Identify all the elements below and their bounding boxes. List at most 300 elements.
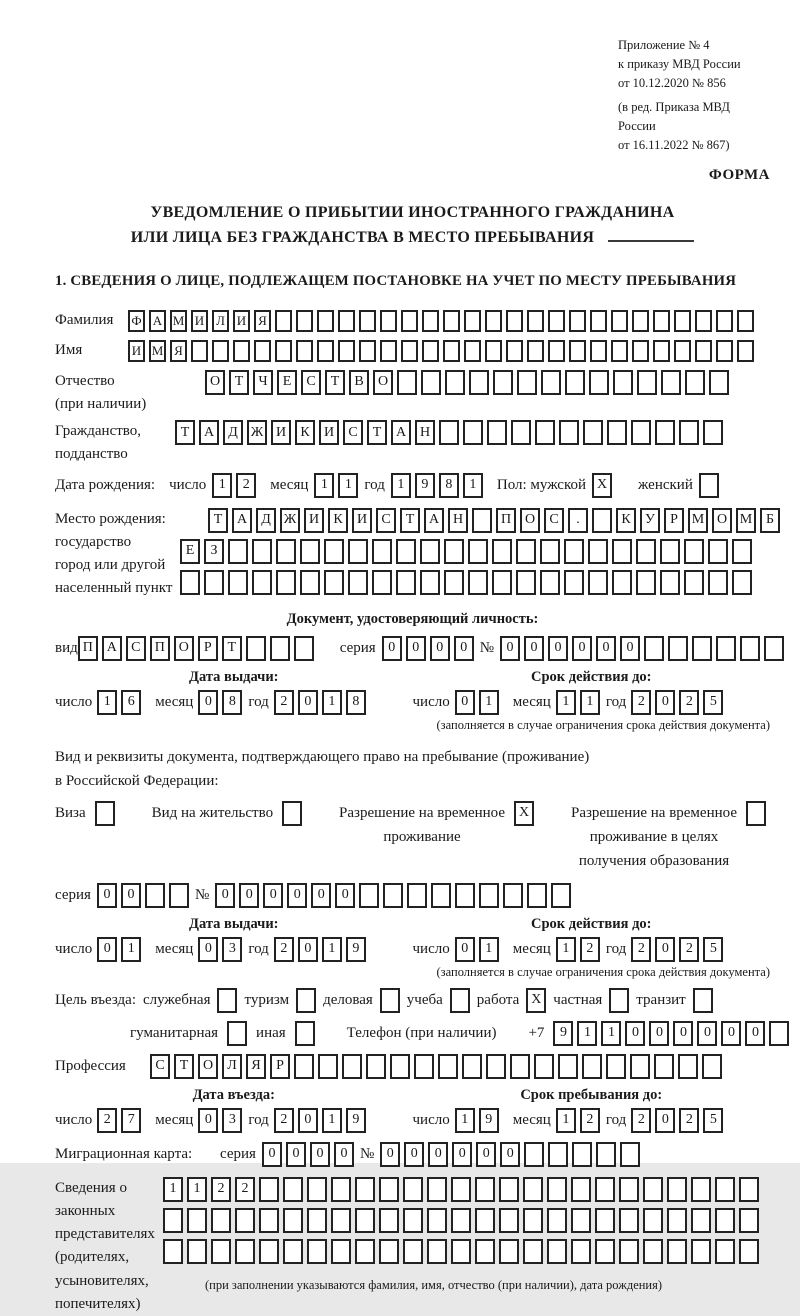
char-cell[interactable] — [163, 1208, 183, 1233]
char-cell[interactable] — [444, 539, 464, 564]
char-cell[interactable] — [296, 988, 316, 1013]
char-cell[interactable] — [444, 570, 464, 595]
char-cell[interactable] — [493, 370, 513, 395]
char-cell[interactable] — [506, 340, 523, 362]
char-cell[interactable]: И — [191, 310, 208, 332]
stay-issue-day-boxes[interactable] — [97, 937, 141, 962]
char-cell[interactable] — [180, 570, 200, 595]
char-cell[interactable] — [620, 1142, 640, 1167]
char-cell[interactable]: 2 — [235, 1177, 255, 1202]
char-cell[interactable]: X — [592, 473, 612, 498]
char-cell[interactable]: Т — [400, 508, 420, 533]
char-cell[interactable]: 8 — [222, 690, 242, 715]
char-cell[interactable] — [372, 570, 392, 595]
char-cell[interactable] — [212, 340, 229, 362]
purpose-tourism-checkbox[interactable] — [296, 988, 316, 1013]
char-cell[interactable] — [547, 1177, 567, 1202]
char-cell[interactable] — [691, 1239, 711, 1264]
char-cell[interactable]: А — [424, 508, 444, 533]
char-cell[interactable] — [252, 570, 272, 595]
char-cell[interactable] — [715, 1208, 735, 1233]
char-cell[interactable] — [660, 570, 680, 595]
char-cell[interactable] — [510, 1054, 530, 1079]
char-cell[interactable]: 1 — [556, 1108, 576, 1133]
char-cell[interactable] — [397, 370, 417, 395]
char-cell[interactable]: Т — [175, 420, 195, 445]
char-cell[interactable] — [275, 340, 292, 362]
birthplace-line1-boxes[interactable] — [208, 508, 780, 533]
char-cell[interactable]: 2 — [631, 1108, 651, 1133]
char-cell[interactable] — [414, 1054, 434, 1079]
char-cell[interactable]: 9 — [346, 1108, 366, 1133]
char-cell[interactable] — [739, 1208, 759, 1233]
char-cell[interactable] — [259, 1239, 279, 1264]
char-cell[interactable] — [464, 340, 481, 362]
char-cell[interactable]: О — [174, 636, 194, 661]
char-cell[interactable] — [547, 1208, 567, 1233]
char-cell[interactable]: 1 — [391, 473, 411, 498]
representatives-line2-boxes[interactable] — [163, 1208, 759, 1233]
char-cell[interactable]: 2 — [679, 690, 699, 715]
purpose-work-checkbox[interactable] — [526, 988, 546, 1013]
char-cell[interactable]: С — [150, 1054, 170, 1079]
char-cell[interactable]: С — [301, 370, 321, 395]
char-cell[interactable] — [699, 473, 719, 498]
char-cell[interactable]: М — [170, 310, 187, 332]
char-cell[interactable]: М — [149, 340, 166, 362]
char-cell[interactable] — [451, 1239, 471, 1264]
char-cell[interactable]: 2 — [274, 937, 294, 962]
char-cell[interactable] — [324, 570, 344, 595]
char-cell[interactable] — [732, 570, 752, 595]
char-cell[interactable]: 0 — [97, 883, 117, 908]
char-cell[interactable]: В — [349, 370, 369, 395]
purpose-transit-checkbox[interactable] — [693, 988, 713, 1013]
char-cell[interactable] — [422, 310, 439, 332]
char-cell[interactable] — [324, 539, 344, 564]
char-cell[interactable]: 8 — [346, 690, 366, 715]
char-cell[interactable] — [217, 988, 237, 1013]
char-cell[interactable] — [475, 1208, 495, 1233]
char-cell[interactable] — [516, 570, 536, 595]
char-cell[interactable] — [401, 340, 418, 362]
char-cell[interactable]: Р — [270, 1054, 290, 1079]
char-cell[interactable] — [684, 570, 704, 595]
char-cell[interactable]: Т — [325, 370, 345, 395]
char-cell[interactable]: 0 — [286, 1142, 306, 1167]
char-cell[interactable] — [739, 1177, 759, 1202]
char-cell[interactable]: Р — [664, 508, 684, 533]
char-cell[interactable] — [163, 1239, 183, 1264]
char-cell[interactable]: 5 — [703, 1108, 723, 1133]
char-cell[interactable] — [275, 310, 292, 332]
char-cell[interactable] — [619, 1208, 639, 1233]
char-cell[interactable] — [548, 310, 565, 332]
char-cell[interactable] — [548, 1142, 568, 1167]
doc-issue-month-boxes[interactable] — [198, 690, 242, 715]
char-cell[interactable] — [379, 1239, 399, 1264]
char-cell[interactable]: 2 — [631, 690, 651, 715]
char-cell[interactable] — [486, 1054, 506, 1079]
char-cell[interactable]: 1 — [97, 690, 117, 715]
char-cell[interactable] — [338, 310, 355, 332]
char-cell[interactable] — [667, 1239, 687, 1264]
char-cell[interactable] — [276, 570, 296, 595]
doc-valid-year-boxes[interactable] — [631, 690, 723, 715]
char-cell[interactable]: 2 — [274, 1108, 294, 1133]
char-cell[interactable]: И — [352, 508, 372, 533]
purpose-private-checkbox[interactable] — [609, 988, 629, 1013]
char-cell[interactable]: 0 — [311, 883, 331, 908]
char-cell[interactable]: 1 — [187, 1177, 207, 1202]
residence-permit-checkbox[interactable] — [282, 801, 302, 826]
char-cell[interactable] — [540, 539, 560, 564]
char-cell[interactable] — [204, 570, 224, 595]
char-cell[interactable] — [547, 1239, 567, 1264]
char-cell[interactable]: 0 — [655, 1108, 675, 1133]
char-cell[interactable] — [451, 1208, 471, 1233]
char-cell[interactable]: Т — [229, 370, 249, 395]
char-cell[interactable] — [534, 1054, 554, 1079]
char-cell[interactable] — [527, 883, 547, 908]
purpose-business-checkbox[interactable] — [380, 988, 400, 1013]
char-cell[interactable] — [523, 1177, 543, 1202]
char-cell[interactable] — [450, 988, 470, 1013]
char-cell[interactable] — [740, 636, 760, 661]
char-cell[interactable]: X — [526, 988, 546, 1013]
birth-day-boxes[interactable] — [212, 473, 256, 498]
char-cell[interactable]: 0 — [298, 937, 318, 962]
char-cell[interactable]: 2 — [274, 690, 294, 715]
char-cell[interactable]: 0 — [406, 636, 426, 661]
purpose-official-checkbox[interactable] — [217, 988, 237, 1013]
purpose-study-checkbox[interactable] — [450, 988, 470, 1013]
char-cell[interactable]: . — [568, 508, 588, 533]
char-cell[interactable]: 2 — [580, 937, 600, 962]
char-cell[interactable] — [613, 370, 633, 395]
char-cell[interactable] — [619, 1177, 639, 1202]
char-cell[interactable] — [331, 1208, 351, 1233]
char-cell[interactable]: 0 — [262, 1142, 282, 1167]
phone-boxes[interactable] — [553, 1021, 789, 1046]
char-cell[interactable]: И — [304, 508, 324, 533]
char-cell[interactable]: Ф — [128, 310, 145, 332]
sex-male-checkbox[interactable] — [592, 473, 612, 498]
char-cell[interactable] — [380, 340, 397, 362]
char-cell[interactable] — [535, 420, 555, 445]
edu-residence-checkbox[interactable] — [746, 801, 766, 826]
char-cell[interactable] — [396, 570, 416, 595]
char-cell[interactable] — [668, 636, 688, 661]
char-cell[interactable] — [653, 340, 670, 362]
char-cell[interactable] — [708, 539, 728, 564]
char-cell[interactable]: 3 — [222, 937, 242, 962]
visa-checkbox[interactable] — [95, 801, 115, 826]
char-cell[interactable] — [379, 1177, 399, 1202]
char-cell[interactable] — [523, 1208, 543, 1233]
char-cell[interactable] — [359, 310, 376, 332]
char-cell[interactable] — [592, 508, 612, 533]
char-cell[interactable] — [228, 570, 248, 595]
char-cell[interactable]: О — [520, 508, 540, 533]
char-cell[interactable]: 0 — [673, 1021, 693, 1046]
char-cell[interactable]: 0 — [455, 690, 475, 715]
char-cell[interactable] — [485, 340, 502, 362]
char-cell[interactable]: 2 — [211, 1177, 231, 1202]
char-cell[interactable] — [595, 1239, 615, 1264]
char-cell[interactable]: 0 — [572, 636, 592, 661]
char-cell[interactable] — [403, 1208, 423, 1233]
char-cell[interactable]: М — [688, 508, 708, 533]
char-cell[interactable] — [421, 370, 441, 395]
char-cell[interactable] — [282, 801, 302, 826]
char-cell[interactable] — [355, 1208, 375, 1233]
char-cell[interactable]: А — [102, 636, 122, 661]
char-cell[interactable]: К — [328, 508, 348, 533]
char-cell[interactable] — [606, 1054, 626, 1079]
stay-series-boxes[interactable] — [97, 883, 189, 908]
char-cell[interactable]: 0 — [335, 883, 355, 908]
char-cell[interactable] — [644, 636, 664, 661]
char-cell[interactable] — [691, 1177, 711, 1202]
char-cell[interactable] — [571, 1208, 591, 1233]
char-cell[interactable]: 5 — [703, 690, 723, 715]
char-cell[interactable] — [636, 570, 656, 595]
char-cell[interactable] — [708, 570, 728, 595]
char-cell[interactable] — [445, 370, 465, 395]
char-cell[interactable]: Т — [174, 1054, 194, 1079]
char-cell[interactable] — [227, 1021, 247, 1046]
char-cell[interactable] — [468, 539, 488, 564]
char-cell[interactable]: 1 — [479, 690, 499, 715]
char-cell[interactable] — [769, 1021, 789, 1046]
char-cell[interactable] — [422, 340, 439, 362]
char-cell[interactable] — [564, 539, 584, 564]
migration-series-boxes[interactable] — [262, 1142, 354, 1167]
char-cell[interactable] — [439, 420, 459, 445]
char-cell[interactable]: 0 — [430, 636, 450, 661]
doc-number-boxes[interactable] — [500, 636, 784, 661]
char-cell[interactable]: 0 — [500, 1142, 520, 1167]
char-cell[interactable] — [716, 310, 733, 332]
birth-month-boxes[interactable] — [314, 473, 358, 498]
char-cell[interactable] — [283, 1208, 303, 1233]
stay-issue-month-boxes[interactable] — [198, 937, 242, 962]
char-cell[interactable]: 0 — [620, 636, 640, 661]
char-cell[interactable] — [643, 1208, 663, 1233]
char-cell[interactable] — [569, 340, 586, 362]
char-cell[interactable] — [715, 1239, 735, 1264]
char-cell[interactable] — [667, 1177, 687, 1202]
char-cell[interactable] — [590, 310, 607, 332]
char-cell[interactable]: П — [78, 636, 98, 661]
char-cell[interactable]: 0 — [655, 937, 675, 962]
char-cell[interactable]: 0 — [745, 1021, 765, 1046]
char-cell[interactable]: С — [343, 420, 363, 445]
char-cell[interactable]: 1 — [601, 1021, 621, 1046]
char-cell[interactable]: 0 — [455, 937, 475, 962]
doc-valid-day-boxes[interactable] — [455, 690, 499, 715]
char-cell[interactable]: И — [128, 340, 145, 362]
char-cell[interactable] — [420, 539, 440, 564]
char-cell[interactable] — [145, 883, 165, 908]
char-cell[interactable]: 1 — [577, 1021, 597, 1046]
char-cell[interactable] — [191, 340, 208, 362]
char-cell[interactable]: 0 — [649, 1021, 669, 1046]
entry-year-boxes[interactable] — [274, 1108, 366, 1133]
char-cell[interactable]: 9 — [479, 1108, 499, 1133]
char-cell[interactable] — [366, 1054, 386, 1079]
char-cell[interactable] — [235, 1239, 255, 1264]
char-cell[interactable] — [331, 1177, 351, 1202]
char-cell[interactable] — [318, 1054, 338, 1079]
char-cell[interactable]: 1 — [556, 937, 576, 962]
char-cell[interactable] — [296, 340, 313, 362]
char-cell[interactable] — [684, 539, 704, 564]
char-cell[interactable]: Я — [246, 1054, 266, 1079]
char-cell[interactable]: Т — [208, 508, 228, 533]
char-cell[interactable]: 9 — [415, 473, 435, 498]
char-cell[interactable] — [558, 1054, 578, 1079]
char-cell[interactable] — [427, 1208, 447, 1233]
char-cell[interactable] — [559, 420, 579, 445]
char-cell[interactable] — [420, 570, 440, 595]
char-cell[interactable]: М — [736, 508, 756, 533]
char-cell[interactable] — [317, 310, 334, 332]
char-cell[interactable] — [487, 420, 507, 445]
char-cell[interactable] — [307, 1208, 327, 1233]
char-cell[interactable] — [355, 1177, 375, 1202]
char-cell[interactable]: 2 — [679, 937, 699, 962]
char-cell[interactable]: 9 — [553, 1021, 573, 1046]
firstname-boxes[interactable] — [128, 340, 754, 362]
char-cell[interactable] — [503, 883, 523, 908]
char-cell[interactable] — [709, 370, 729, 395]
char-cell[interactable] — [527, 310, 544, 332]
char-cell[interactable]: 0 — [382, 636, 402, 661]
char-cell[interactable] — [516, 539, 536, 564]
char-cell[interactable] — [739, 1239, 759, 1264]
char-cell[interactable] — [169, 883, 189, 908]
stay-valid-day-boxes[interactable] — [455, 937, 499, 962]
char-cell[interactable] — [685, 370, 705, 395]
char-cell[interactable] — [455, 883, 475, 908]
char-cell[interactable]: 0 — [697, 1021, 717, 1046]
char-cell[interactable]: А — [199, 420, 219, 445]
char-cell[interactable] — [464, 310, 481, 332]
char-cell[interactable]: Е — [277, 370, 297, 395]
char-cell[interactable]: 0 — [596, 636, 616, 661]
char-cell[interactable] — [667, 1208, 687, 1233]
char-cell[interactable] — [469, 370, 489, 395]
char-cell[interactable] — [463, 420, 483, 445]
char-cell[interactable] — [737, 310, 754, 332]
char-cell[interactable] — [379, 1208, 399, 1233]
stay-valid-month-boxes[interactable] — [556, 937, 600, 962]
surname-boxes[interactable] — [128, 310, 754, 332]
char-cell[interactable] — [572, 1142, 592, 1167]
char-cell[interactable] — [548, 340, 565, 362]
patronymic-boxes[interactable] — [205, 370, 729, 395]
char-cell[interactable]: 1 — [163, 1177, 183, 1202]
char-cell[interactable] — [355, 1239, 375, 1264]
char-cell[interactable]: И — [319, 420, 339, 445]
char-cell[interactable]: 0 — [655, 690, 675, 715]
char-cell[interactable]: П — [496, 508, 516, 533]
char-cell[interactable] — [300, 570, 320, 595]
char-cell[interactable] — [443, 340, 460, 362]
char-cell[interactable]: 6 — [121, 690, 141, 715]
entry-day-boxes[interactable] — [97, 1108, 141, 1133]
char-cell[interactable] — [732, 539, 752, 564]
char-cell[interactable] — [764, 636, 784, 661]
char-cell[interactable]: 0 — [524, 636, 544, 661]
char-cell[interactable]: 0 — [476, 1142, 496, 1167]
char-cell[interactable] — [472, 508, 492, 533]
char-cell[interactable] — [233, 340, 250, 362]
char-cell[interactable]: 1 — [322, 937, 342, 962]
char-cell[interactable] — [527, 340, 544, 362]
char-cell[interactable]: И — [271, 420, 291, 445]
char-cell[interactable] — [211, 1239, 231, 1264]
char-cell[interactable]: И — [233, 310, 250, 332]
char-cell[interactable] — [296, 310, 313, 332]
char-cell[interactable]: П — [150, 636, 170, 661]
char-cell[interactable]: Т — [367, 420, 387, 445]
char-cell[interactable] — [695, 340, 712, 362]
char-cell[interactable]: 7 — [121, 1108, 141, 1133]
char-cell[interactable]: 0 — [625, 1021, 645, 1046]
char-cell[interactable]: 1 — [463, 473, 483, 498]
char-cell[interactable]: 2 — [631, 937, 651, 962]
representatives-line1-boxes[interactable] — [163, 1177, 759, 1202]
char-cell[interactable]: 0 — [500, 636, 520, 661]
char-cell[interactable] — [679, 420, 699, 445]
doc-issue-year-boxes[interactable] — [274, 690, 366, 715]
char-cell[interactable]: 0 — [334, 1142, 354, 1167]
char-cell[interactable] — [468, 570, 488, 595]
char-cell[interactable] — [338, 340, 355, 362]
char-cell[interactable]: О — [373, 370, 393, 395]
char-cell[interactable]: 0 — [454, 636, 474, 661]
char-cell[interactable] — [438, 1054, 458, 1079]
migration-number-boxes[interactable] — [380, 1142, 640, 1167]
char-cell[interactable] — [499, 1177, 519, 1202]
birthplace-line3-boxes[interactable] — [180, 570, 780, 595]
doc-valid-month-boxes[interactable] — [556, 690, 600, 715]
char-cell[interactable] — [716, 340, 733, 362]
char-cell[interactable]: Д — [223, 420, 243, 445]
char-cell[interactable] — [475, 1239, 495, 1264]
char-cell[interactable] — [295, 1021, 315, 1046]
char-cell[interactable]: 0 — [404, 1142, 424, 1167]
char-cell[interactable]: 0 — [215, 883, 235, 908]
char-cell[interactable] — [403, 1239, 423, 1264]
entry-month-boxes[interactable] — [198, 1108, 242, 1133]
char-cell[interactable] — [715, 1177, 735, 1202]
char-cell[interactable] — [228, 539, 248, 564]
char-cell[interactable] — [540, 570, 560, 595]
char-cell[interactable]: 1 — [556, 690, 576, 715]
birthplace-line2-boxes[interactable] — [180, 539, 780, 564]
char-cell[interactable]: 1 — [212, 473, 232, 498]
char-cell[interactable]: 0 — [263, 883, 283, 908]
char-cell[interactable] — [588, 570, 608, 595]
char-cell[interactable] — [611, 310, 628, 332]
char-cell[interactable]: О — [712, 508, 732, 533]
char-cell[interactable]: 0 — [198, 1108, 218, 1133]
char-cell[interactable] — [746, 801, 766, 826]
